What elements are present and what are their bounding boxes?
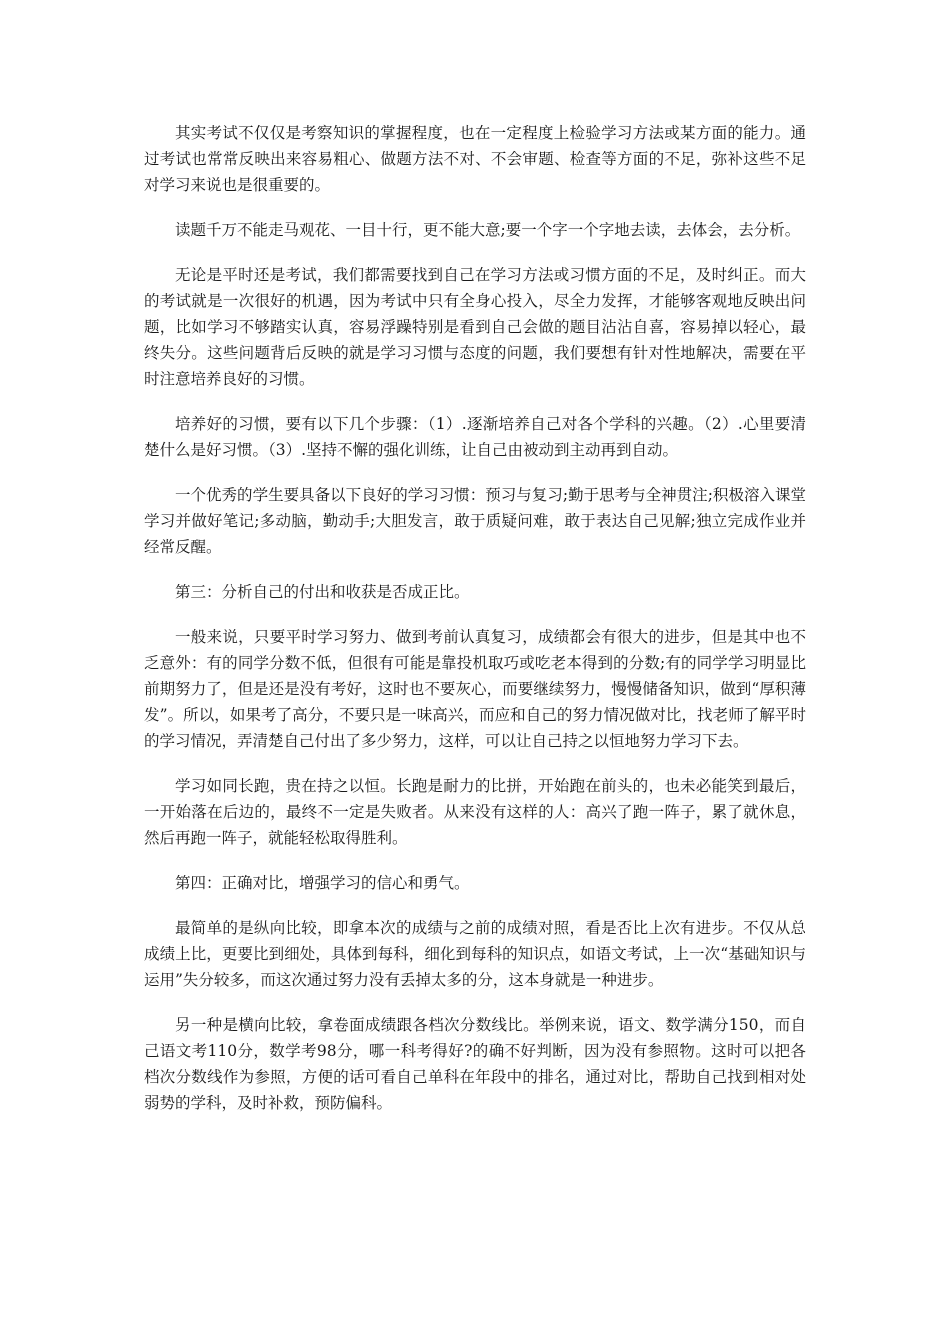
paragraph-effort-vs-results: 一般来说，只要平时学习努力、做到考前认真复习，成绩都会有很大的进步，但是其中也不乏意外：有的同学分数不低，但很有可能是靠投机取巧或吃老本得到的分数;有的同学学习明显比前期努力了，但是还是没有考好，这时也不要灰心，而要继续努力，慢慢储备知识，做到“厚积薄发”。所以，如果考了高分，不要只是一味高兴，而应和自己的努力情况做对比，找老师了解平时的学习情况，弄清楚自己付出了多少努力，这样，可以让自己持之以恒地努力学习下去。	[144, 628, 806, 750]
paragraph-good-habits: 一个优秀的学生要具备以下良好的学习习惯：预习与复习;勤于思考与全神贯注;积极溶入课堂学习并做好笔记;多动脑，勤动手;大胆发言，敢于质疑问难，敢于表达自己见解;独立完成作业并经常反醒。	[144, 486, 806, 556]
paragraph-horizontal-comparison: 另一种是横向比较，拿卷面成绩跟各档次分数线比。举例来说，语文、数学满分150，而自己语文考110分，数学考98分，哪一科考得好?的确不好判断，因为没有参照物。这时可以把各档次分数线作为参照，方便的话可看自己单科在年段中的排名，通过对比，帮助自己找到相对处弱势的学科，及时补救，预防偏科。	[144, 1016, 806, 1112]
section-heading-third: 第三：分析自己的付出和收获是否成正比。	[175, 583, 470, 601]
section-heading-fourth: 第四：正确对比，增强学习的信心和勇气。	[175, 874, 470, 892]
paragraph-long-run: 学习如同长跑，贵在持之以恒。长跑是耐力的比拼，开始跑在前头的，也未必能笑到最后，一开始落在后边的，最终不一定是失败者。从来没有这样的人：高兴了跑一阵子，累了就休息，然后再跑一阵子，就能轻松取得胜利。	[144, 777, 806, 847]
document-body	[144, 120, 806, 1135]
paragraph-finding-shortcomings: 无论是平时还是考试，我们都需要找到自己在学习方法或习惯方面的不足，及时纠正。而大的考试就是一次很好的机遇，因为考试中只有全身心投入，尽全力发挥，才能够客观地反映出问题，比如学习不够踏实认真，容易浮躁特别是看到自己会做的题目沾沾自喜，容易掉以轻心，最终失分。这些问题背后反映的就是学习习惯与态度的问题，我们要想有针对性地解决，需要在平时注意培养良好的习惯。	[144, 266, 806, 388]
paragraph-exam-purpose: 其实考试不仅仅是考察知识的掌握程度，也在一定程度上检验学习方法或某方面的能力。通过考试也常常反映出来容易粗心、做题方法不对、不会审题、检查等方面的不足，弥补这些不足对学习来说也是很重要的。	[144, 124, 806, 194]
paragraph-habit-steps: 培养好的习惯，要有以下几个步骤：（1）.逐渐培养自己对各个学科的兴趣。（2）.心里要清楚什么是好习惯。（3）.坚持不懈的强化训练，让自己由被动到主动再到自动。	[144, 415, 806, 459]
paragraph-vertical-comparison: 最简单的是纵向比较，即拿本次的成绩与之前的成绩对照，看是否比上次有进步。不仅从总成绩上比，更要比到细处，具体到每科，细化到每科的知识点，如语文考试，上一次“基础知识与运用”失分较多，而这次通过努力没有丢掉太多的分，这本身就是一种进步。	[144, 919, 806, 989]
paragraph-reading-questions: 读题千万不能走马观花、一目十行，更不能大意;要一个字一个字地去读，去体会，去分析。	[175, 221, 801, 239]
